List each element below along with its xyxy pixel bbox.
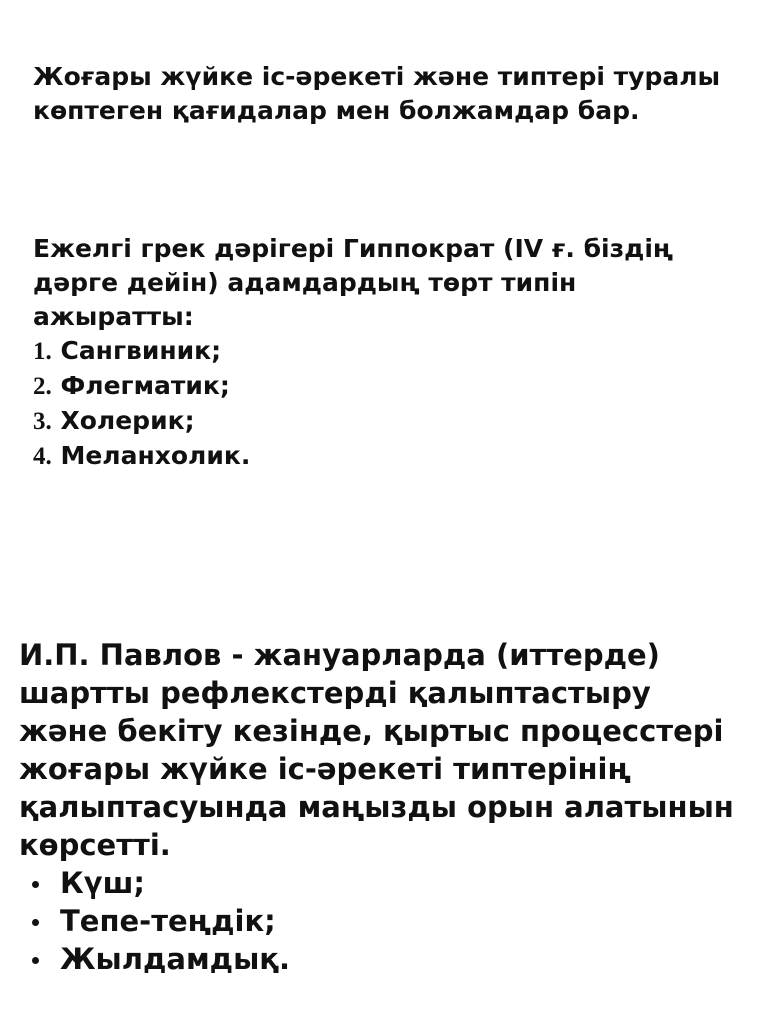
hippocrates-paragraph: Ежелгі грек дәрігері Гиппократ (IV ғ. біздің дәрге дейін) адамдардың төрт типін ажыратты:: [33, 234, 674, 331]
intro-paragraph: Жоғары жүйке іс-әрекеті және типтері туралы көптеген қағидалар мен болжамдар бар.: [33, 62, 721, 125]
list-item-number: 1.: [33, 338, 52, 365]
list-item: Күш;: [19, 864, 739, 902]
list-item-label: Холерик;: [60, 406, 195, 435]
list-item: [33, 439, 733, 474]
pavlov-section: [19, 636, 739, 978]
list-item: [33, 334, 733, 369]
pavlov-paragraph: И.П. Павлов - жануарларда (иттерде) шартты рефлекстерді қалыптастыру және бекіту кезінде, қыртыс процесстері жоғары жүйке іс-әрекеті типтерінің қалыптасуында маңызды орын алатынын көрсетті.: [19, 638, 734, 862]
property-list: [19, 864, 739, 978]
list-item: [33, 404, 733, 439]
list-item-number: 2.: [33, 373, 52, 400]
list-item-label: Флегматик;: [60, 371, 230, 400]
list-item: Жылдамдық.: [19, 940, 739, 978]
list-item: [33, 369, 733, 404]
list-item-number: 3.: [33, 408, 52, 435]
temperament-list: [33, 334, 733, 474]
list-item: Тепе-теңдік;: [19, 902, 739, 940]
list-item-number: 4.: [33, 443, 52, 470]
list-item-label: Меланхолик.: [60, 441, 251, 470]
hippocrates-section: [33, 232, 733, 474]
list-item-label: Сангвиник;: [60, 336, 222, 365]
